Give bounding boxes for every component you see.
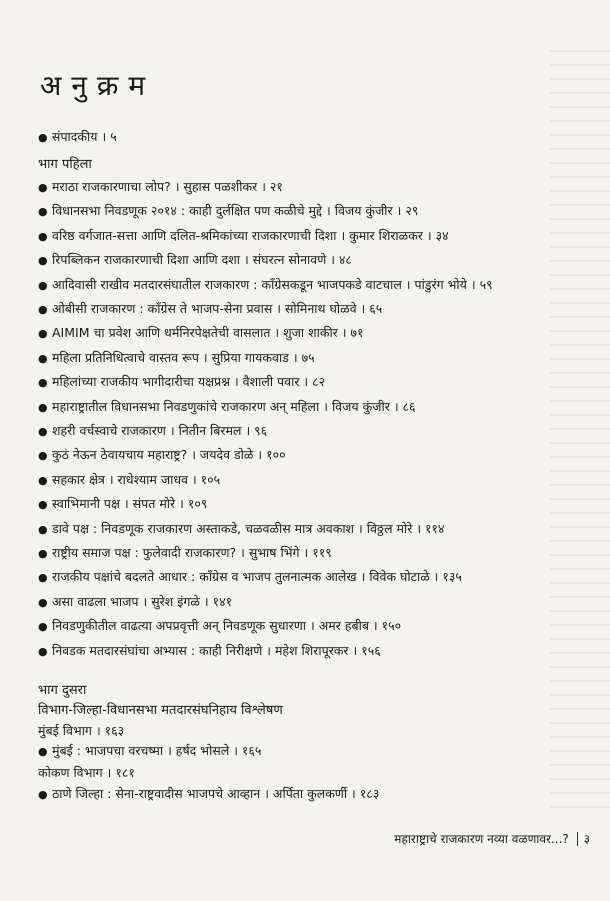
running-title: महाराष्ट्राचे राजकारण नव्या वळणावर...? [394,832,569,846]
toc-entry [38,398,416,415]
toc-entry [38,373,325,390]
toc-entry [38,617,401,634]
toc-entry-text: मराठा राजकारणाचा लोप? । सुहास पळशीकर । २१ [52,179,283,194]
toc-entry-text: AIMIM चा प्रवेश आणि धर्मनिरपेक्षतेची वासलात । शुजा शाकीर । ७१ [52,325,364,341]
toc-entry-text: सहकार क्षेत्र । राधेश्याम जाधव । १०५ [52,471,221,487]
bullet-icon: ● [38,473,48,487]
section-heading-part1: भाग पहिला [38,157,92,172]
toc-entry [38,251,352,268]
bullet-icon: ● [38,278,48,292]
toc-entry-text: शहरी वर्चस्वाचे राजकारण । नितीन बिरमल । ९६ [52,423,268,438]
toc-entry-text: वरिष्ठ वर्गजात-सत्ता आणि दलित-श्रमिकांच्या राजकारणाची दिशा । कुमार शिराळकर । ३४ [52,227,449,243]
toc-entry [38,422,267,439]
bullet-icon: ● [38,229,48,243]
bullet-icon: ● [38,181,48,194]
toc-entry [38,178,283,195]
bullet-icon: ● [38,303,48,316]
bullet-icon: ● [38,620,48,634]
bullet-icon: ● [38,788,48,801]
bullet-icon: ● [38,498,48,512]
toc-entry-text: निवडणुकीतील वाढत्या अपप्रवृत्ती अन् निवडणूक सुधारणा । अमर हबीब । १५० [52,618,402,634]
toc-entry-text: आदिवासी राखीव मतदारसंघातील राजकारण : काँग्रेसकडून भाजपकडे वाटचाल । पांडुरंग भोये । ५९ [52,276,493,292]
toc-entry [38,495,207,512]
show-through-texture [550,50,610,810]
bullet-icon: ● [38,449,48,463]
division-konkan: कोकण विभाग । १८१ [38,765,135,780]
bullet-icon: ● [38,400,48,414]
section-subheading: विभाग-जिल्हा-विधानसभा मतदारसंघनिहाय विश्लेषण [38,703,283,718]
toc-entry-text: रिपब्लिकन राजकारणाची दिशा आणि दशा । संघरत्न सोनावणे । ४८ [52,252,352,268]
toc-entry [38,276,493,293]
bullet-icon: ● [38,351,48,365]
toc-entry [38,324,363,341]
toc-entry-text: राष्ट्रीय समाज पक्ष : फुलेवादी राजकारण? । सुभाष भिंगे । ११९ [52,545,332,560]
page-number: ३ [577,832,590,846]
toc-entry-text: निवडक मतदारसंघांचा अभ्यास : काही निरीक्षणे । महेश शिरापूरकर । १५६ [52,642,381,658]
bullet-icon: ● [38,644,48,658]
toc-entry [38,593,232,610]
toc-entry [38,471,220,488]
toc-entry-text: कुठं नेऊन ठेवायचाय महाराष्ट्र? । जयदेव डोळे । १०० [52,447,286,463]
bullet-icon: ● [38,425,48,438]
toc-entry [38,568,462,585]
toc-entry-text: महिला प्रतिनिधित्वाचे वास्तव रूप । सुप्रिया गायकवाड । ७५ [52,349,315,365]
bullet-icon: ● [38,327,48,341]
page-title: अनुक्रम [40,69,156,102]
bullet-icon: ● [38,547,48,560]
toc-entry [38,227,449,244]
toc-entry-editorial: ● संपादकीय । ५ [38,129,117,144]
toc-entry-text: ओबीसी राजकारण : काँग्रेस ते भाजप-सेना प्रवास । सोमिनाथ घोळवे । ६५ [52,301,383,316]
toc-entry-thane: ● ठाणे जिल्हा : सेना-राष्ट्रवादीस भाजपचे आव्हान । अर्पिता कुलकर्णी । १८३ [38,786,380,801]
bullet-icon: ● [38,376,48,390]
toc-entry-text: स्वाभिमानी पक्ष । संपत मोरे । १०९ [52,496,208,512]
toc-entry-text: महिलांच्या राजकीय भागीदारीचा यक्षप्रश्न । वैशाली पवार । ८२ [52,374,326,390]
toc-entry [38,520,445,537]
bullet-icon: ● [38,571,48,585]
toc-entry [38,642,381,659]
bullet-icon: ● [38,595,48,609]
toc-entry-text: असा वाढला भाजप । सुरेश इंगळे । १४१ [52,593,233,609]
bullet-icon: ● [38,131,48,144]
section-heading-part2: भाग दुसरा [38,683,87,698]
toc-entry-mumbai: ● मुंबई : भाजपचा वरचष्मा । हर्षद भोसले । १६५ [38,743,262,758]
toc-entry-text: महाराष्ट्रातील विधानसभा निवडणुकांचे राजकारण अन् महिला । विजय कुंजीर । ८६ [52,398,416,414]
toc-entry [38,349,315,366]
toc-entry-text: डावे पक्ष : निवडणूक राजकारण अस्ताकडे, चळवळीस मात्र अवकाश । विठ्ठल मोरे । ११४ [52,520,445,536]
bullet-icon: ● [38,254,48,268]
toc-entry-text: विधानसभा निवडणूक २०१४ : काही दुर्लक्षित पण कळीचे मुद्दे । विजय कुंजीर । २९ [52,203,419,219]
toc-entry-text: राजकीय पक्षांचे बदलते आधार : काँग्रेस व भाजप तुलनात्मक आलेख । विवेक घोटाळे । १३५ [52,569,462,585]
toc-entry [38,300,382,317]
bullet-icon: ● [38,745,48,758]
bullet-icon: ● [38,522,48,536]
toc-entry [38,446,286,463]
bullet-icon: ● [38,205,48,219]
division-mumbai: मुंबई विभाग । १६३ [38,723,125,738]
toc-entry [38,202,418,219]
toc-entry [38,544,332,561]
page-footer [394,830,590,847]
